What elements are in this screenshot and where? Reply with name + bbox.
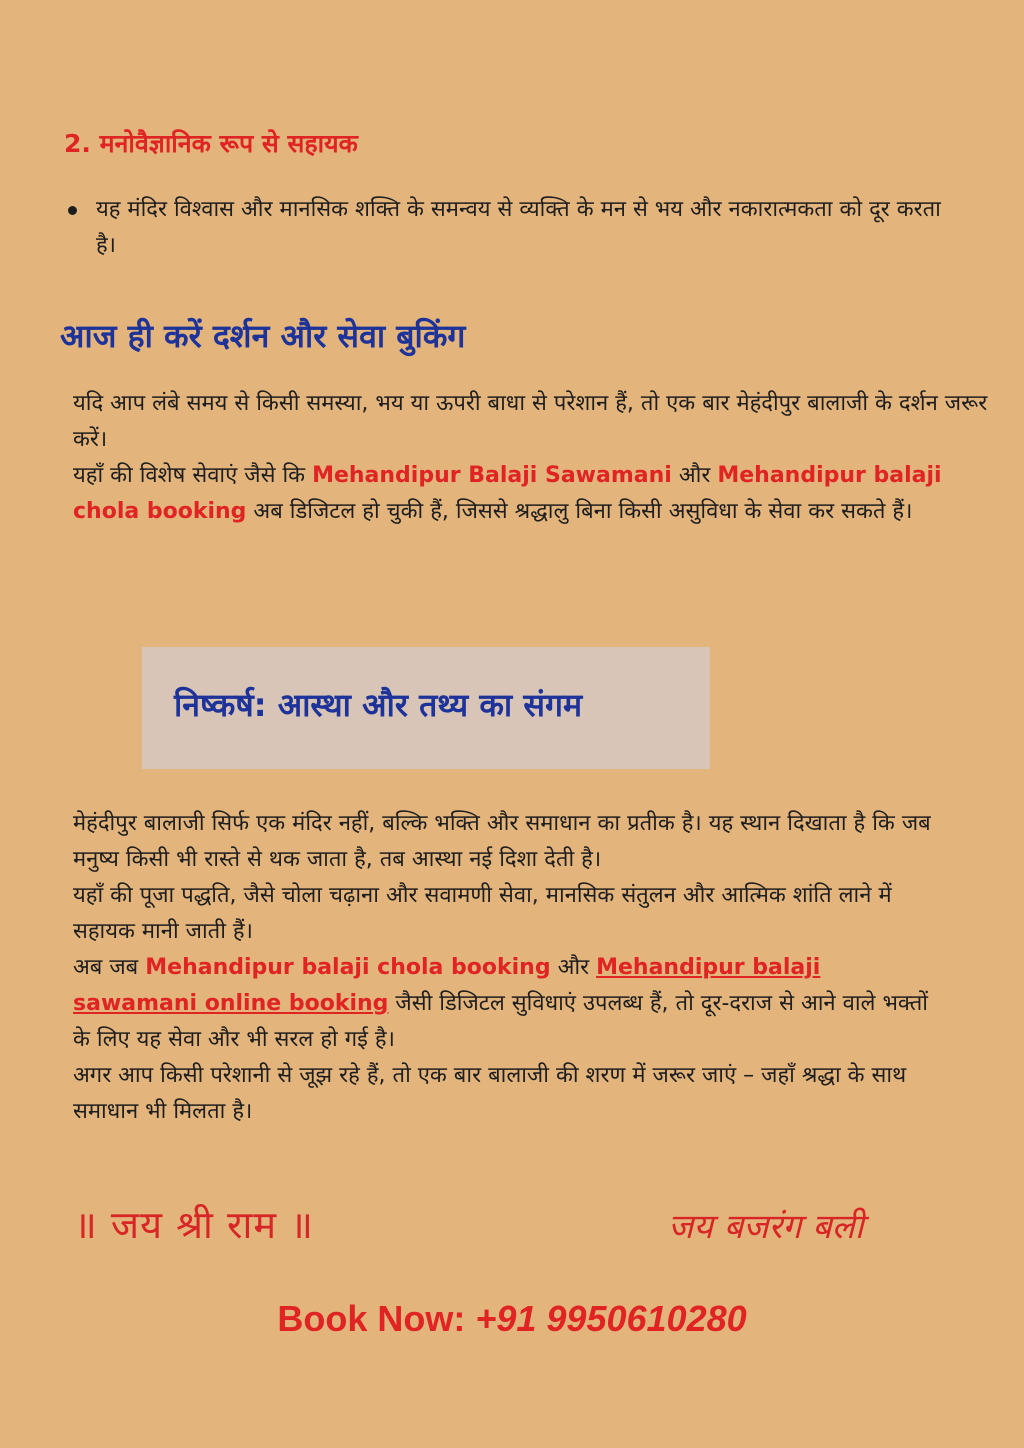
book-now-label: Book Now: — [277, 1298, 476, 1339]
booking-line-2 — [73, 458, 993, 530]
conclusion-p3 — [73, 950, 933, 1058]
conclusion-p2: यहाँ की पूजा पद्धति, जैसे चोला चढ़ाना और सवामणी सेवा, मानसिक संतुलन और आत्मिक शांति लाने में सहायक मानी जाती हैं। — [73, 883, 892, 944]
chola-booking-link[interactable]: Mehandipur balaji chola booking — [73, 463, 942, 524]
phone-number[interactable]: +91 9950610280 — [475, 1298, 747, 1339]
booking-line-2-pre: यहाँ की विशेष सेवाएं जैसे कि — [73, 463, 313, 488]
conclusion-p3-pre: अब जब — [73, 955, 146, 980]
conclusion-heading: निष्कर्ष: आस्था और तथ्य का संगम — [174, 686, 583, 724]
conclusion-p3-post: जैसी डिजिटल सुविधाएं उपलब्ध हैं, तो दूर-दराज से आने वाले भक्तों के लिए यह सेवा और भी सरल हो गई है। — [73, 991, 928, 1052]
list-item — [64, 192, 964, 264]
conclusion-p4: अगर आप किसी परेशानी से जूझ रहे हैं, तो एक बार बालाजी की शरण में जरूर जाएं – जहाँ श्रद्धा के साथ समाधान भी मिलता है। — [73, 1063, 907, 1124]
conclusion-paragraph — [73, 806, 933, 1130]
chola-booking-text: Mehandipur balaji chola booking — [145, 955, 551, 980]
conclusion-box — [142, 647, 710, 769]
conclusion-p1: मेहंदीपुर बालाजी सिर्फ एक मंदिर नहीं, बल्कि भक्ति और समाधान का प्रतीक है। यह स्थान दिखाता है कि जब मनुष्य किसी भी रास्ते से थक जाता है, तब आस्था नई दिशा देती है। — [73, 811, 931, 872]
sawamani-online-booking-link[interactable]: Mehandipur balaji sawamani online booking — [73, 955, 821, 1016]
booking-and: और — [671, 463, 718, 488]
bullet-icon — [68, 206, 77, 215]
booking-heading: आज ही करें दर्शन और सेवा बुकिंग — [60, 317, 466, 355]
jai-shri-ram-calligraphy: ॥ जय श्री राम ॥ — [74, 1203, 314, 1247]
booking-paragraph — [73, 386, 993, 530]
book-now-banner — [0, 1298, 1024, 1340]
sawamani-link[interactable]: Mehandipur Balaji Sawamani — [312, 463, 672, 488]
jai-bajrang-bali-calligraphy: जय बजरंग बली — [668, 1207, 864, 1247]
section-heading-psychological: 2. मनोवैज्ञानिक रूप से सहायक — [64, 129, 358, 158]
list-item-text: यह मंदिर विश्वास और मानसिक शक्ति के समन्वय से व्यक्ति के मन से भय और नकारात्मकता को दूर करता है। — [96, 197, 941, 258]
conclusion-p3-and: और — [550, 955, 597, 980]
booking-line-2-post: अब डिजिटल हो चुकी हैं, जिससे श्रद्धालु बिना किसी असुविधा के सेवा कर सकते हैं। — [246, 499, 913, 524]
booking-line-1: यदि आप लंबे समय से किसी समस्या, भय या ऊपरी बाधा से परेशान हैं, तो एक बार मेहंदीपुर बालाजी के दर्शन जरूर करें। — [73, 391, 988, 452]
bullet-list — [64, 192, 964, 264]
